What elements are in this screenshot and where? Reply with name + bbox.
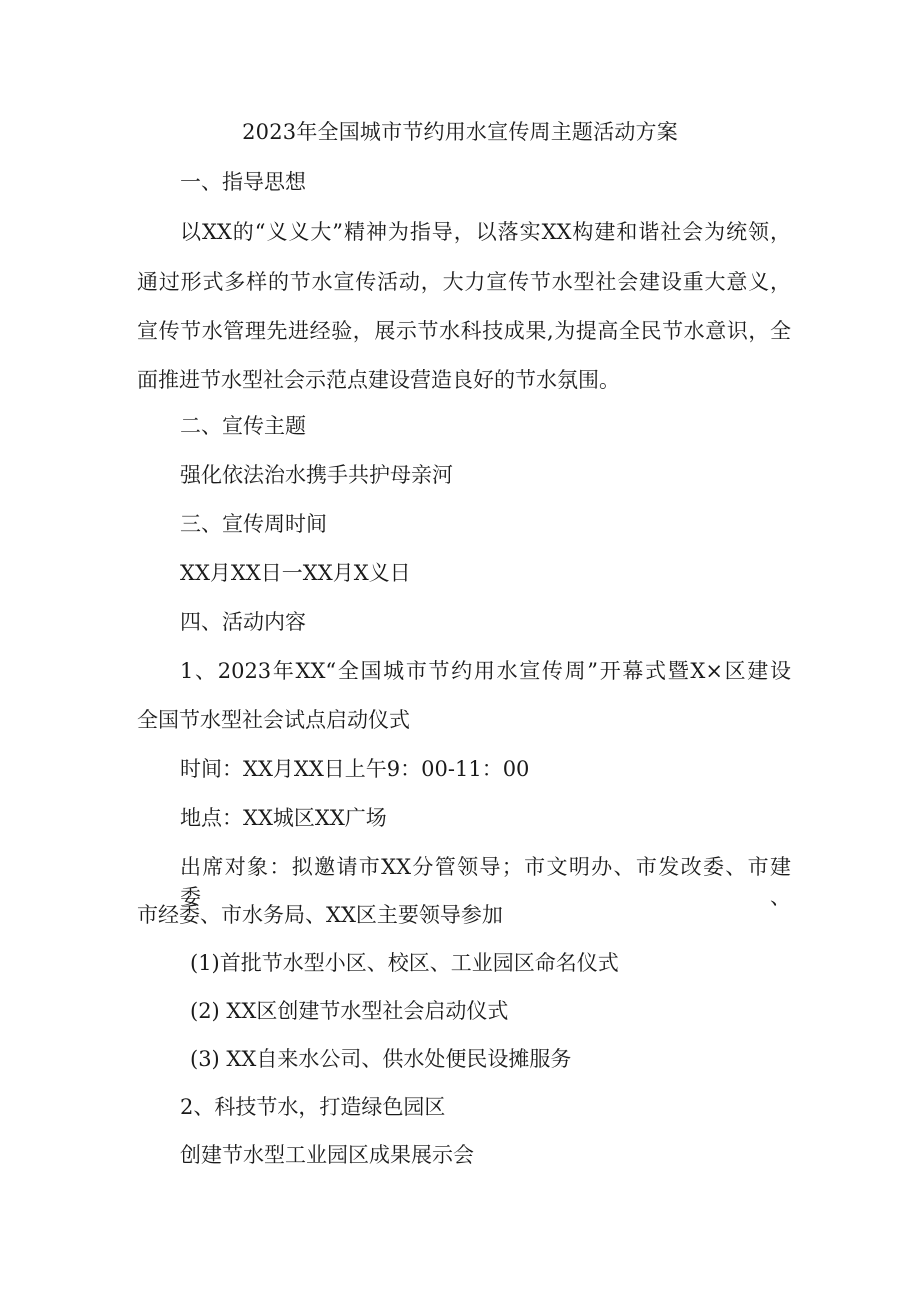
section-heading-theme: 二、宣传主题 [180,414,306,438]
document-title: 2023年全国城市节约用水宣传周主题活动方案 [242,120,678,144]
activity-1-time: 时间：XX月XX日上午9：00-11：00 [180,757,530,781]
paragraph-line: 通过形式多样的节水宣传活动，大力宣传节水型社会建设重大意义， [137,270,791,294]
activity-1-place: 地点：XX城区XX广场 [180,806,387,830]
activity-2-text: 创建节水型工业园区成果展示会 [180,1143,474,1167]
paragraph-line: 以XX的“义义大”精神为指导，以落实XX构建和谐社会为统领， [180,220,791,244]
theme-text: 强化依法治水携手共护母亲河 [180,463,453,487]
activity-1-attendees: 出席对象：拟邀请市XX分管领导；市文明办、市发改委、市建委、 [180,855,791,909]
activity-1-attendees-cont: 市经委、市水务局、XX区主要领导参加 [137,903,503,927]
activity-1-title-cont: 全国节水型社会试点启动仪式 [137,708,410,732]
activity-1-sub-item: (1)首批节水型小区、校区、工业园区命名仪式 [190,951,619,975]
paragraph-line: 面推进节水型社会示范点建设营造良好的节水氛围。 [137,368,620,392]
week-time-text: XX月XX日一XX月X义日 [180,561,411,585]
activity-1-title: 1、2023年XX“全国城市节约用水宣传周”开幕式暨X×区建设 [180,659,791,683]
paragraph-line: 宣传节水管理先进经验，展示节水科技成果,为提高全民节水意识，全 [137,319,791,343]
section-heading-week-time: 三、宣传周时间 [180,512,327,536]
activity-1-sub-item: (2) XX区创建节水型社会启动仪式 [190,999,509,1023]
activity-1-sub-item: (3) XX自来水公司、供水处便民设摊服务 [190,1047,572,1071]
activity-2-title: 2、科技节水，打造绿色园区 [180,1095,446,1119]
section-heading-guiding-thought: 一、指导思想 [180,170,306,194]
section-heading-activities: 四、活动内容 [180,610,306,634]
